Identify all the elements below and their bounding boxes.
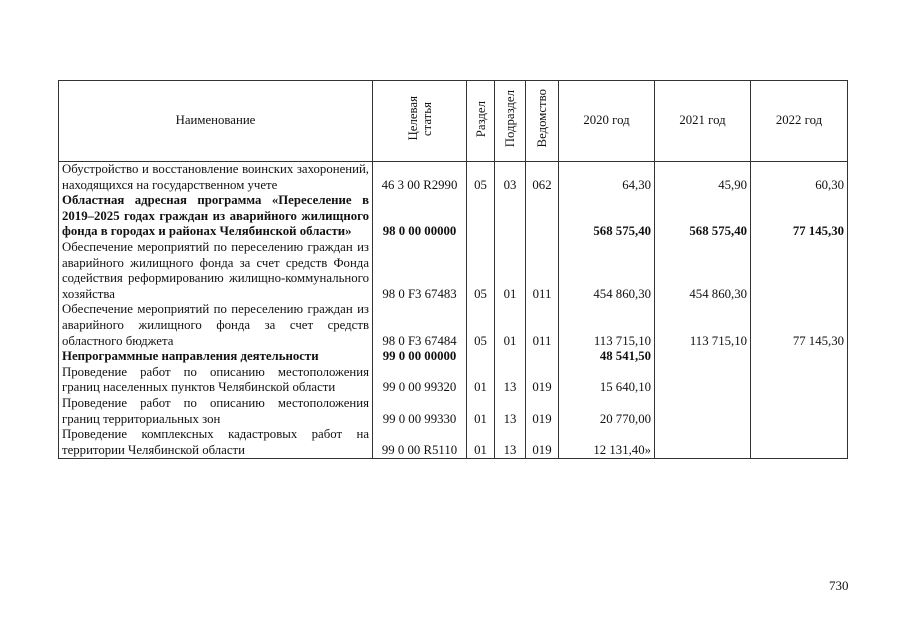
row-2021: 454 860,30 (655, 240, 751, 302)
row-2022: 77 145,30 (751, 193, 848, 240)
row-department: 019 (526, 365, 559, 396)
table-row (59, 427, 848, 459)
header-2021: 2021 год (655, 81, 751, 162)
row-2020: 568 575,40 (559, 193, 655, 240)
row-name: Проведение работ по описанию местоположения границ населенных пунктов Челябинской области (59, 365, 373, 396)
row-2022 (751, 427, 848, 459)
row-section: 05 (467, 162, 495, 194)
row-department: 011 (526, 240, 559, 302)
table-row (59, 396, 848, 427)
header-2020: 2020 год (559, 81, 655, 162)
row-2020: 64,30 (559, 162, 655, 194)
row-2022 (751, 240, 848, 302)
row-2020: 48 541,50 (559, 349, 655, 365)
row-target: 99 0 00 R5110 (373, 427, 467, 459)
row-section (467, 349, 495, 365)
row-section (467, 193, 495, 240)
row-section: 01 (467, 365, 495, 396)
row-2020: 15 640,10 (559, 365, 655, 396)
row-subsection: 01 (495, 302, 526, 349)
row-2021 (655, 396, 751, 427)
row-2020: 113 715,10 (559, 302, 655, 349)
row-department: 011 (526, 302, 559, 349)
row-subsection: 03 (495, 162, 526, 194)
row-2022 (751, 396, 848, 427)
row-2021: 568 575,40 (655, 193, 751, 240)
row-subsection: 01 (495, 240, 526, 302)
row-subsection (495, 193, 526, 240)
row-target: 98 0 F3 67483 (373, 240, 467, 302)
row-target: 99 0 00 99320 (373, 365, 467, 396)
budget-table (58, 80, 848, 459)
row-department (526, 349, 559, 365)
row-name: Обеспечение мероприятий по переселению граждан из аварийного жилищного фонда за счет средств областного бюджета (59, 302, 373, 349)
row-2021 (655, 365, 751, 396)
row-subsection (495, 349, 526, 365)
table-row (59, 349, 848, 365)
row-target: 98 0 00 00000 (373, 193, 467, 240)
table-row (59, 162, 848, 194)
row-2021 (655, 349, 751, 365)
row-subsection: 13 (495, 427, 526, 459)
row-section: 01 (467, 396, 495, 427)
header-subsection: Подраздел (495, 81, 526, 162)
table-row (59, 365, 848, 396)
row-2022: 60,30 (751, 162, 848, 194)
row-2022 (751, 365, 848, 396)
header-2022: 2022 год (751, 81, 848, 162)
row-section: 05 (467, 302, 495, 349)
row-2022: 77 145,30 (751, 302, 848, 349)
header-target-article: Целевая статья (373, 81, 467, 162)
row-2020: 20 770,00 (559, 396, 655, 427)
row-target: 46 3 00 R2990 (373, 162, 467, 194)
row-subsection: 13 (495, 365, 526, 396)
row-department: 019 (526, 396, 559, 427)
table-row (59, 302, 848, 349)
row-department: 062 (526, 162, 559, 194)
row-section: 05 (467, 240, 495, 302)
table-row (59, 240, 848, 302)
row-department (526, 193, 559, 240)
row-2020: 12 131,40» (559, 427, 655, 459)
row-department: 019 (526, 427, 559, 459)
row-name: Областная адресная программа «Переселение в 2019–2025 годах граждан из аварийного жилищного фонда в городах и районах Челябинской области» (59, 193, 373, 240)
row-2021: 113 715,10 (655, 302, 751, 349)
row-name: Обеспечение мероприятий по переселению граждан из аварийного жилищного фонда за счет средств Фонда содействия реформированию жилищно-коммунального хозяйства (59, 240, 373, 302)
row-2022 (751, 349, 848, 365)
row-name: Проведение работ по описанию местоположения границ территориальных зон (59, 396, 373, 427)
header-section: Раздел (467, 81, 495, 162)
row-2021: 45,90 (655, 162, 751, 194)
page-number: 730 (829, 578, 849, 593)
row-2021 (655, 427, 751, 459)
row-target: 99 0 00 00000 (373, 349, 467, 365)
row-target: 99 0 00 99330 (373, 396, 467, 427)
row-2020: 454 860,30 (559, 240, 655, 302)
table-header-row (59, 81, 848, 162)
row-section: 01 (467, 427, 495, 459)
row-name: Проведение комплексных кадастровых работ на территории Челябинской области (59, 427, 373, 459)
header-department: Ведомство (526, 81, 559, 162)
row-name: Непрограммные направления деятельности (59, 349, 373, 365)
header-name: Наименование (59, 81, 373, 162)
row-subsection: 13 (495, 396, 526, 427)
row-target: 98 0 F3 67484 (373, 302, 467, 349)
row-name: Обустройство и восстановление воинских захоронений, находящихся на государственном учете (59, 162, 373, 194)
table-row (59, 193, 848, 240)
